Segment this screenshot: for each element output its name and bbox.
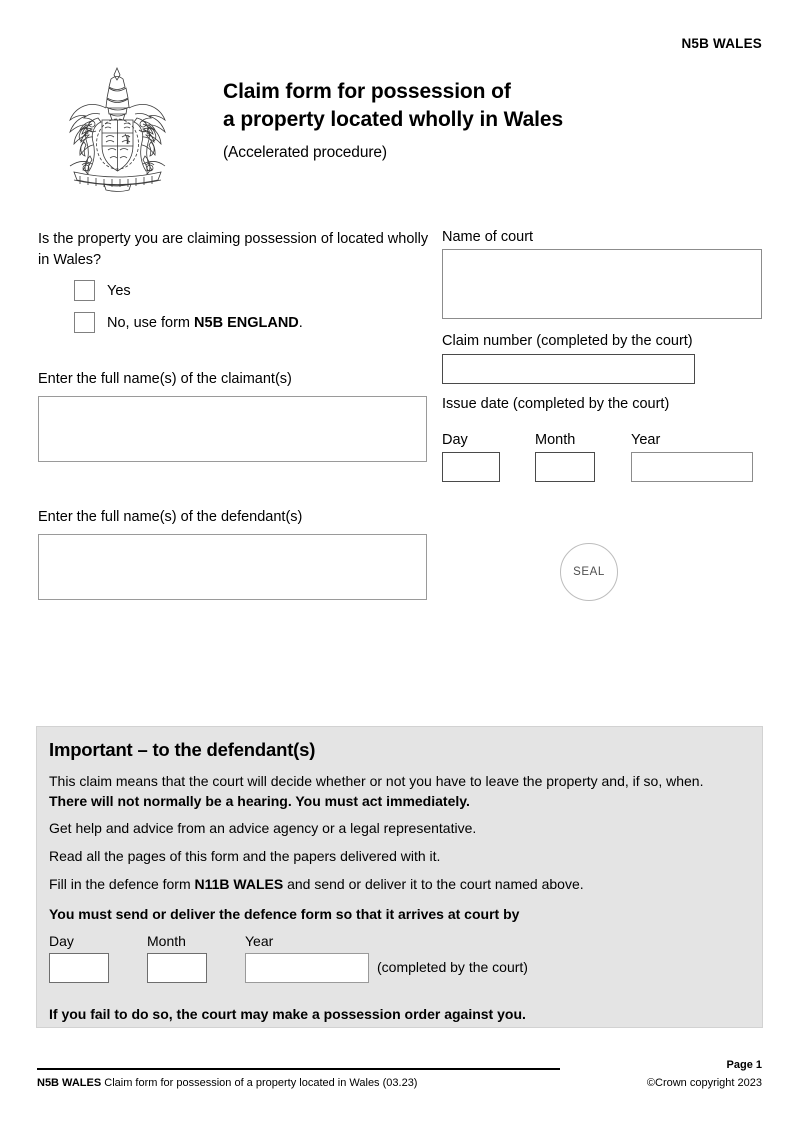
important-paragraph-1-text: This claim means that the court will decide whether or not you have to leave the property and, if so, when. — [49, 773, 704, 789]
important-paragraph-1 — [49, 772, 739, 811]
issue-date-year-input[interactable] — [631, 452, 753, 482]
court-name-label: Name of court — [442, 229, 534, 245]
important-notice-panel — [36, 726, 763, 1028]
checkbox-no-label-tail: . — [298, 314, 303, 331]
important-warning: If you fail to do so, the court may make a possession order against you. — [49, 1006, 526, 1022]
checkbox-no-label — [107, 315, 303, 331]
important-paragraph-3: Read all the pages of this form and the papers delivered with it. — [49, 848, 441, 864]
deadline-day-input[interactable] — [49, 953, 109, 983]
important-deadline-heading: You must send or deliver the defence form so that it arrives at court by — [49, 906, 520, 922]
form-code-top: N5B WALES — [681, 36, 762, 51]
seal-label: SEAL — [573, 566, 605, 578]
footer-form-reference — [37, 1077, 417, 1089]
important-paragraph-4-pre: Fill in the defence form — [49, 876, 195, 892]
important-paragraph-4-form-code: N11B WALES — [194, 876, 284, 892]
royal-coat-of-arms-icon — [40, 64, 195, 192]
defendant-name-label: Enter the full name(s) of the defendant(s) — [38, 509, 303, 525]
claim-number-input[interactable] — [442, 354, 695, 384]
wales-question-label: Is the property you are claiming possession of located wholly in Wales? — [38, 231, 429, 268]
important-paragraph-2: Get help and advice from an advice agency or a legal representative. — [49, 820, 477, 836]
checkbox-no-label-form-code: N5B ENGLAND — [194, 314, 299, 331]
footer-copyright: ©Crown copyright 2023 — [646, 1077, 762, 1089]
issue-date-day-label: Day — [442, 432, 468, 448]
footer-page-number: Page 1 — [726, 1059, 762, 1071]
footer-description: Claim form for possession of a property located in Wales (03.23) — [101, 1077, 418, 1089]
deadline-year-label: Year — [245, 933, 274, 949]
deadline-completed-note: (completed by the court) — [377, 959, 528, 975]
checkbox-yes[interactable] — [74, 280, 95, 301]
defendant-name-input[interactable] — [38, 534, 427, 600]
checkbox-no[interactable] — [74, 312, 95, 333]
option-no-row[interactable] — [74, 312, 303, 333]
issue-date-label: Issue date (completed by the court) — [442, 396, 670, 412]
deadline-year-input[interactable] — [245, 953, 369, 983]
deadline-day-label: Day — [49, 933, 74, 949]
claim-number-label: Claim number (completed by the court) — [442, 333, 693, 349]
title-line-1: Claim form for possession of — [223, 80, 511, 103]
claimant-name-input[interactable] — [38, 396, 427, 462]
deadline-month-input[interactable] — [147, 953, 207, 983]
footer-divider — [37, 1068, 560, 1070]
important-paragraph-4-post: and send or deliver it to the court named above. — [283, 876, 584, 892]
deadline-month-label: Month — [147, 933, 186, 949]
court-seal-placeholder — [560, 543, 618, 601]
claimant-name-label: Enter the full name(s) of the claimant(s) — [38, 371, 292, 387]
issue-date-month-input[interactable] — [535, 452, 595, 482]
court-name-input[interactable] — [442, 249, 762, 319]
option-yes-row[interactable] — [74, 280, 131, 301]
checkbox-no-label-text: No, use form — [107, 314, 195, 331]
issue-date-day-input[interactable] — [442, 452, 500, 482]
page-title — [223, 78, 703, 162]
important-heading: Important – to the defendant(s) — [49, 739, 316, 760]
issue-date-month-label: Month — [535, 432, 576, 448]
issue-date-year-label: Year — [631, 432, 661, 448]
important-paragraph-1-emphasis: There will not normally be a hearing. You must act immediately. — [49, 792, 470, 809]
title-line-2: a property located wholly in Wales — [223, 108, 564, 131]
title-subtitle: (Accelerated procedure) — [223, 144, 387, 161]
checkbox-yes-label: Yes — [107, 282, 131, 299]
footer-form-code: N5B WALES — [37, 1077, 102, 1089]
important-paragraph-4 — [49, 875, 739, 895]
